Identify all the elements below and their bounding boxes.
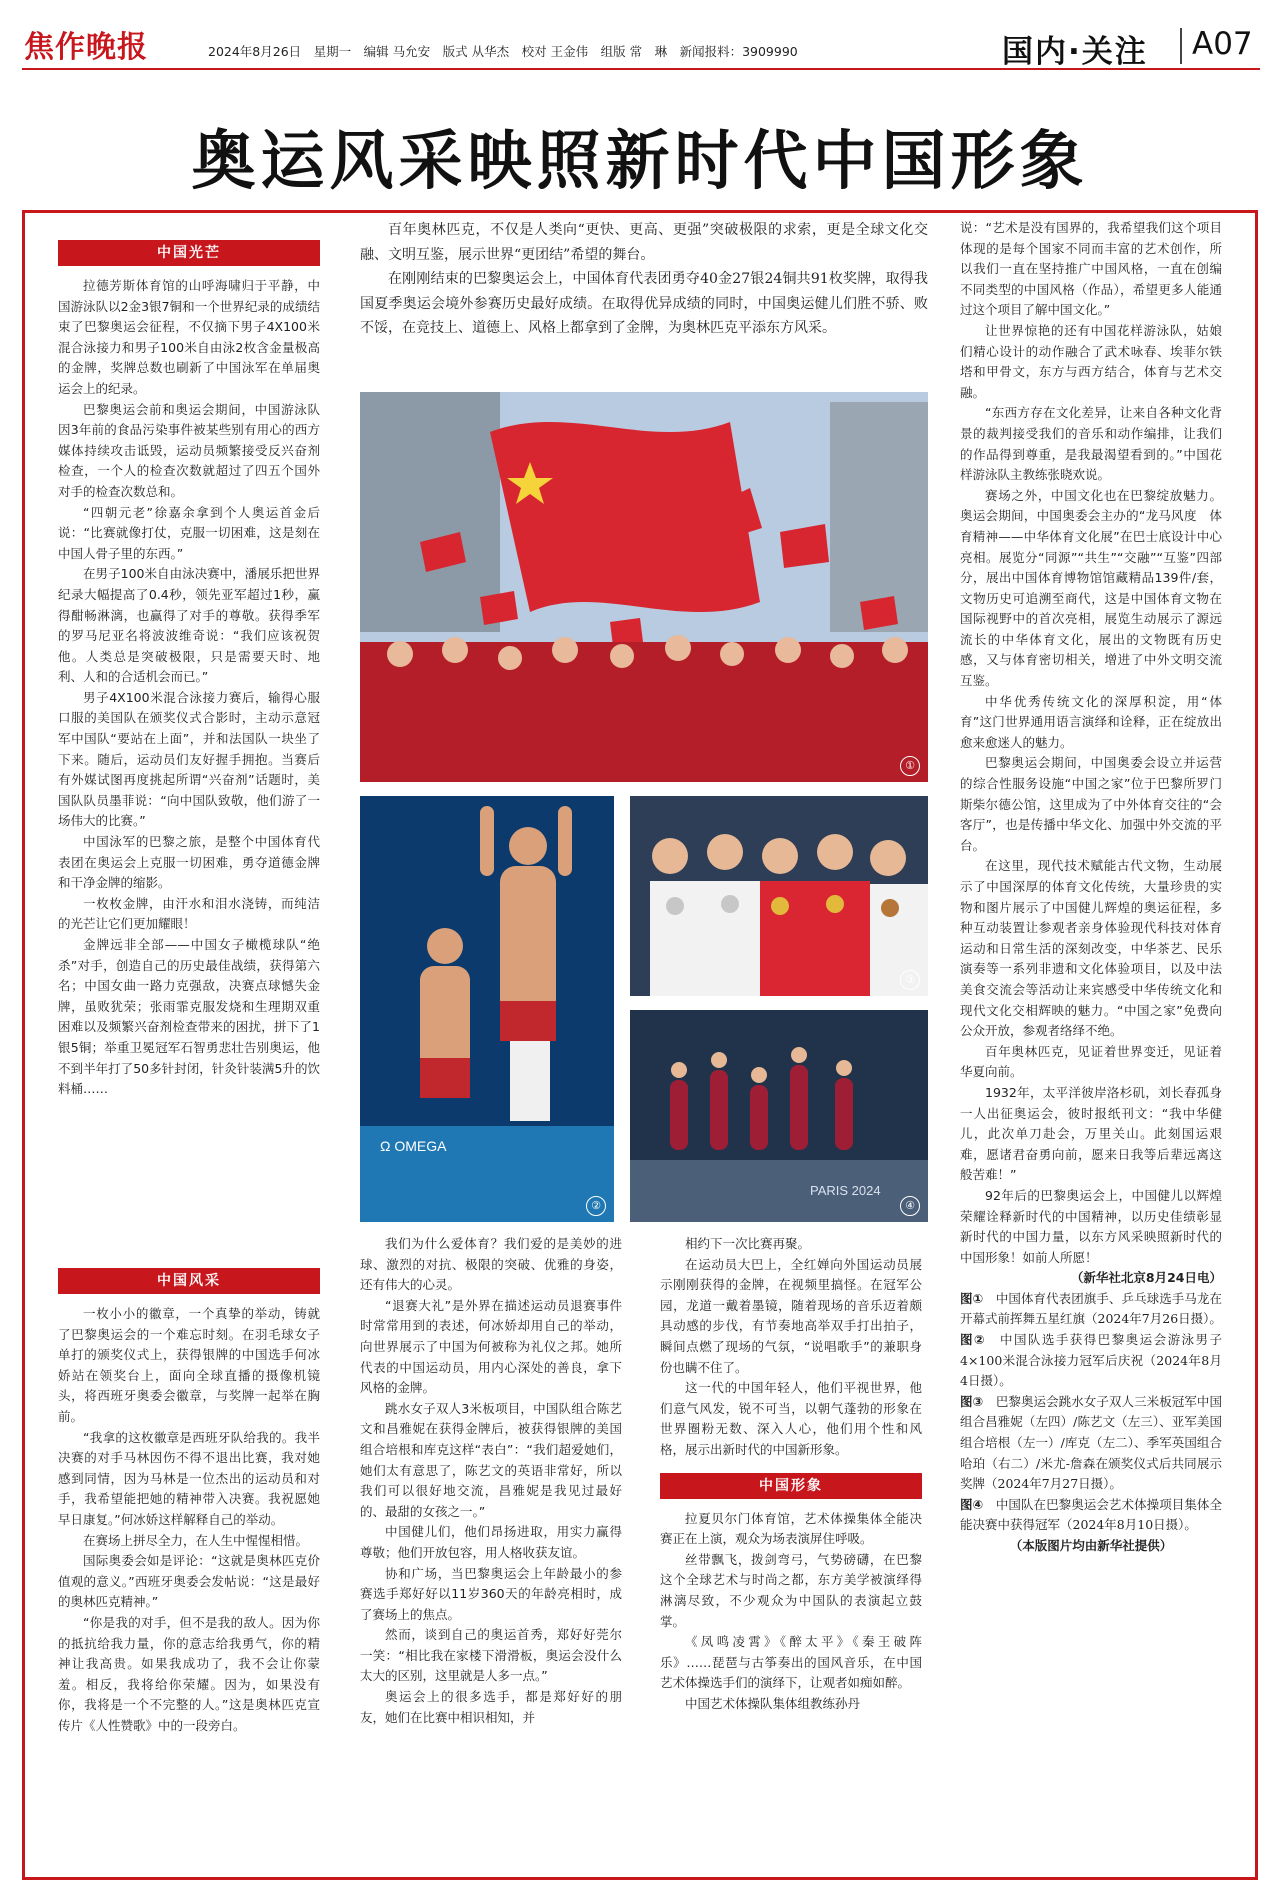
section-head-china-light: 中国光芒 [58,240,320,266]
masthead-divider [1180,28,1182,64]
paragraph: “退赛大礼”是外界在描述运动员退赛事件时常常用到的表述，何冰娇却用自己的举动，向世界展示了中国为何被称为礼仪之邦。她所代表的中国运动员，用内心深处的善良，拿下风格的金牌。 [360,1297,622,1396]
paragraph: 让世界惊艳的还有中国花样游泳队，姑娘们精心设计的动作融合了武术咏春、埃菲尔铁塔和甲骨文，东方与西方结合，体育与艺术交融。 [960,322,1222,400]
paragraph: 在这里，现代技术赋能古代文物，生动展示了中国深厚的体育文化传统，大量珍贵的实物和图片展示了中国健儿辉煌的奥运征程，多种互动装置让参观者亲身体验现代科技对体育运动和日常生活的深刻改变，中华茶艺、民乐演奏等一系列非遗和文化体验项目，以及中法美食交流会等活动让来宾感受中华传统文化和现代文化交相辉映的魅力。“中国之家”免费向公众开放，参观者络绎不绝。 [960,858,1222,1039]
paragraph: 在赛场上拼尽全力，在人生中惺惺相惜。 [83,1532,309,1548]
paragraph: 在运动员大巴上，全红婵向外国运动员展示刚刚获得的金牌，在视频里搞怪。在冠军公园，龙道一戴着墨镜，随着现场的音乐迈着颇具动感的步伐，有节奏地高举双手打出拍子，瞬间点燃了现场的气氛，“说唱歌手”的兼职身份也瞒不住了。 [660,1256,922,1375]
caption-text: 中国体育代表团旗手、乒乓球选手马龙在开幕式前挥舞五星红旗（2024年7月26日摄）。 [960,1290,1222,1327]
paragraph: 拉夏贝尔门体育馆，艺术体操集体全能决赛正在上演，观众为场表演屏住呼吸。 [660,1510,922,1547]
photo-1-building [830,402,928,632]
paragraph: 奥运会上的很多选手，都是郑好好的朋友，她们在比赛中相识相知，并 [360,1689,622,1725]
paragraph: 相约下一次比赛再聚。 [685,1236,811,1251]
paragraph: 我们为什么爱体育？我们爱的是美妙的进球、激烈的对抗、极限的突破、优雅的身姿，还有伟大的心灵。 [360,1236,622,1293]
photo-4-image [630,1010,928,1222]
paragraph: 中国泳军的巴黎之旅，是整个中国体育代表团在奥运会上克服一切困难，勇夺道德金牌和干净金牌的缩影。 [58,834,320,891]
paragraph: 《凤鸣凌霄》《醉太平》《秦王破阵乐》……琵琶与古筝奏出的国风音乐，在中国艺术体操选手们的演绎下，让观者如痴如醉。 [660,1634,922,1691]
section-name: 国内·关注 [1002,34,1148,70]
paragraph: 一枚小小的徽章，一个真挚的举动，铸就了巴黎奥运会的一个难忘时刻。在羽毛球女子单打的颁奖仪式上，获得银牌的中国选手何冰娇站在领奖台上，面向全球直播的摄像机镜头，将西班牙奥委会徽章，与奖牌一起举在胸前。 [58,1306,320,1424]
photo-2-swimmers [360,796,614,1222]
paragraph: 然而，谈到自己的奥运首秀，郑好好莞尔一笑：“相比我在家楼下滑滑板，奥运会没什么太大的区别，这里就是人多一点。” [360,1627,622,1684]
caption-label: 图③ [960,1393,984,1409]
photo-caption [960,1289,1222,1330]
photo-1-small-flag [610,618,643,646]
lead-paragraph: 百年奥林匹克，不仅是人类向“更快、更高、更强”突破极限的求索，更是全球文化交融、文明互鉴，展示世界“更团结”希望的舞台。 [360,222,928,263]
photo-2-starting-block [510,1041,550,1121]
column-2 [360,1234,622,1728]
photo-caption [960,1495,1222,1536]
caption-text: 巴黎奥运会跳水女子双人三米板冠军中国组合昌雅妮（左四）/陈艺文（左三）、亚军美国组合培根（左一）/库克（左二）、季军英国组合哈珀（右二）/米尤-詹森在颁奖仪式后共同展示奖牌（2024年7月27日摄）。 [960,1393,1222,1492]
photo-2-image [360,796,614,1222]
paragraph: 中国健儿们，他们昂扬进取，用实力赢得尊敬；他们开放包容，用人格收获友谊。 [360,1524,622,1560]
section-head-china-image: 中国形象 [660,1473,922,1499]
paragraph: 跳水女子双人3米板项目，中国队组合陈艺文和昌雅妮在获得金牌后，被获得银牌的美国组合培根和库克这样“表白”：“我们超爱她们，她们太有意思了，陈艺文的英语非常好，所以我们可以很好地交流，昌雅妮是我见过最好的、最甜的女孩之一。” [360,1400,622,1519]
photo-1-building [360,392,500,632]
photo-4-brand-text: PARIS 2024 [810,1183,881,1198]
caption-text: 中国队选手获得巴黎奥运会游泳男子4×100米混合泳接力冠军后庆祝（2024年8月4日摄）。 [960,1332,1222,1389]
paragraph: 巴黎奥运会前和奥运会期间，中国游泳队因3年前的食品污染事件被某些别有用心的西方媒体持续攻击诋毁，运动员频繁接受反兴奋剂检查，一个人的检查次数就超过了四五个国外对手的检查次数总和。 [58,401,320,499]
photo-1-image [360,392,928,782]
photo-number: ① [900,756,920,776]
photo-number: ④ [900,1196,920,1216]
paragraph: 92年后的巴黎奥运会上，中国健儿以辉煌荣耀诠释新时代的中国精神，以历史佳绩彰显新时代的中国力量，以东方风采映照新时代的中国形象！如前人所愿！ [960,1187,1222,1265]
photo-4-floor [630,1160,928,1222]
paragraph: 拉德芳斯体育馆的山呼海啸归于平静，中国游泳队以2金3银7铜和一个世界纪录的成绩结束了巴黎奥运会征程，不仅摘下男子4X100米混合泳接力和男子100米自由泳2枚含金量极高的金牌，奖牌总数也刷新了中国泳军在单届奥运会上的纪录。 [58,278,320,396]
column-1-lower [58,1268,320,1736]
dateline: （新华社北京8月24日电） [1070,1270,1222,1286]
photo-credit: （本版图片均由新华社提供） [1009,1538,1173,1553]
photo-3-image [630,796,928,996]
paragraph: 协和广场，当巴黎奥运会上年龄最小的参赛选手郑好好以11岁360天的年龄亮相时，成了赛场上的焦点。 [360,1565,622,1622]
masthead [22,18,1260,70]
paragraph: 百年奥林匹克，见证着世界变迁，见证着华夏向前。 [960,1043,1222,1080]
column-3 [660,1234,922,1714]
caption-label: 图① [960,1290,984,1306]
paragraph: 男子4X100米混合泳接力赛后，输得心服口服的美国队在颁奖仪式合影时，主动示意冠军中国队“要站在上面”，并和法国队一块坐了下来。随后，运动员们友好握手拥抱。当赛后有外媒试图再度挑起所谓“兴奋剂”话题时，美国队队员墨菲说：“向中国队致敬，他们游了一场伟大的比赛。” [58,689,320,829]
paragraph: “东西方存在文化差异，让来自各种文化背景的裁判接受我们的音乐和动作编排，让我们的作品得到尊重，是我最渴望看到的。”中国花样游泳队主教练张晓欢说。 [960,405,1222,483]
paragraph: “四朝元老”徐嘉余拿到个人奥运首金后说：“比赛就像打仗，克服一切困难，这是刻在中国人骨子里的东西。” [58,504,320,561]
photo-3-divers-medals [630,796,928,996]
photo-1-main-flag [490,422,760,612]
photo-3-jackets [650,881,760,996]
paragraph: 一枚枚金牌，由汗水和泪水浇铸，而纯洁的光芒让它们更加耀眼！ [58,895,320,932]
paragraph: 赛场之外，中国文化也在巴黎绽放魅力。奥运会期间，中国奥委会主办的“龙马风度 体育精神——中华体育文化展”在巴士底设计中心亮相。展览分“同源”“共生”“交融”“互鉴”四部分，展出中国体育博物馆馆藏精品139件/套，文物历史可追溯至商代，这是中国体育文物在国际视野中的首次亮相，展览生动展示了源远流长的中华体育文化，展出的文物既有历史感，又与体育密切相关，增进了中外文明交流互鉴。 [960,487,1222,689]
photo-1-flag-waving [360,392,928,782]
issue-info: 2024年8月26日 星期一 编辑 马允安 版式 从华杰 校对 王金伟 组版 常 琳 新闻报料：3909990 [208,44,798,59]
photo-2-brand-text: Ω OMEGA [380,1138,447,1154]
page-number: A07 [1192,26,1253,62]
photo-4-rhythmic-gymnastics [630,1010,928,1222]
column-1 [58,240,320,1100]
paragraph: “你是我的对手，但不是我的敌人。因为你的抵抗给我力量，你的意志给我勇气，你的精神让我高贵。如果我成功了，我不会让你蒙羞。相反，我将给你荣耀。因为，如果没有你，我将是一个不完整的人。”这是奥林匹克宣传片《人性赞歌》中的一段旁白。 [58,1614,320,1733]
lead-paragraphs [360,218,928,341]
photo-1-small-flag [860,596,898,630]
paragraph: 金牌远非全部——中国女子橄榄球队“绝杀”对手，创造自己的历史最佳战绩，获得第六名；中国女曲一路力克强敌，决赛点球憾失金牌，虽败犹荣；张雨霏克服发烧和生理期双重困难以及频繁兴奋剂检查带来的困扰，拼下了1银5铜；举重卫冕冠军石智勇悲壮告别奥运，他不到半年打了50多针封闭，针灸针装满5升的饮料桶…… [58,937,320,1097]
caption-label: 图② [960,1332,987,1348]
paragraph: 中华优秀传统文化的深厚积淀，用“体育”这门世界通用语言演绎和诠释，正在绽放出愈来愈迷人的魅力。 [960,693,1222,750]
paragraph: 在男子100米自由泳决赛中，潘展乐把世界纪录大幅提高了0.4秒，领先亚军超过1秒，赢得酣畅淋漓，也赢得了对手的尊敬。获得季军的罗马尼亚名将波波维奇说：“我们应该祝贺他。人类总是突破极限，只是需要天时、地利、人和的合适机会而已。” [58,566,320,685]
paragraph: “我拿的这枚徽章是西班牙队给我的。我半决赛的对手马林因伤不得不退出比赛，我对她感到同情，因为马林是一位杰出的运动员和对手，我希望能把她的精神带入决赛。我祝愿她早日康复。”何冰娇这样解释自己的举动。 [58,1429,320,1527]
paragraph: 巴黎奥运会期间，中国奥委会设立并运营的综合性服务设施“中国之家”位于巴黎所罗门斯柴尔德公馆，这里成为了中外体育交往的“会客厅”，也是传播中华文化、加强中外交流的平台。 [960,755,1222,853]
photo-caption [960,1392,1222,1495]
section-head-china-style: 中国风采 [58,1268,320,1294]
photo-number: ② [586,1196,606,1216]
photo-number: ③ [900,970,920,990]
paragraph: 1932年，太平洋彼岸洛杉矶，刘长春孤身一人出征奥运会，彼时报纸刊文：“我中华健儿，此次单刀赴会，万里关山。此刻国运艰难，愿诸君奋勇向前，愿来日我等后辈远离这般苦难！” [960,1084,1222,1183]
paragraph: 中国艺术体操队集体组教练孙丹 [685,1695,861,1711]
paragraph: 这一代的中国年轻人，他们平视世界，他们意气风发，锐不可当，以朝气蓬勃的形象在世界圈粉无数、深入人心，他们用个性和风格，展示出新时代的中国新形象。 [660,1380,922,1457]
lead-paragraph: 在刚刚结束的巴黎奥运会上，中国体育代表团勇夺40金27银24铜共91枚奖牌，取得我国夏季奥运会境外参赛历史最好成绩。在取得优异成绩的同时，中国奥运健儿们胜不骄、败不馁，在竞技上、道德上、风格上都拿到了金牌，为奥林匹克平添东方风采。 [360,271,928,336]
caption-text: 中国队在巴黎奥运会艺术体操项目集体全能决赛中获得冠军（2024年8月10日摄）。 [960,1496,1222,1533]
photo-1-small-flag [480,591,518,625]
paragraph: 国际奥委会如是评论：“这就是奥林匹克价值观的意义。”西班牙奥委会发帖说：“这是最好的奥林匹克精神。” [58,1553,320,1610]
newspaper-name: 焦作晚报 [24,30,148,65]
caption-label: 图④ [960,1496,984,1512]
paragraph: 丝带飘飞，拨剑弯弓，气势磅礴，在巴黎这个全球艺术与时尚之都，东方美学被演绎得淋漓尽致，不少观众为中国队的表演起立鼓掌。 [660,1551,922,1629]
paragraph: 说：“艺术是没有国界的，我希望我们这个项目体现的是每个国家不同而丰富的艺术创作，所以我们一直在坚持推广中国风格，一直在创编不同类型的中国风格（作品），希望更多人能通过这个项目了解中国文化。” [960,220,1222,318]
headline: 奥运风采映照新时代中国形象 [191,124,1089,199]
column-4 [960,218,1222,1557]
photo-caption [960,1330,1222,1392]
